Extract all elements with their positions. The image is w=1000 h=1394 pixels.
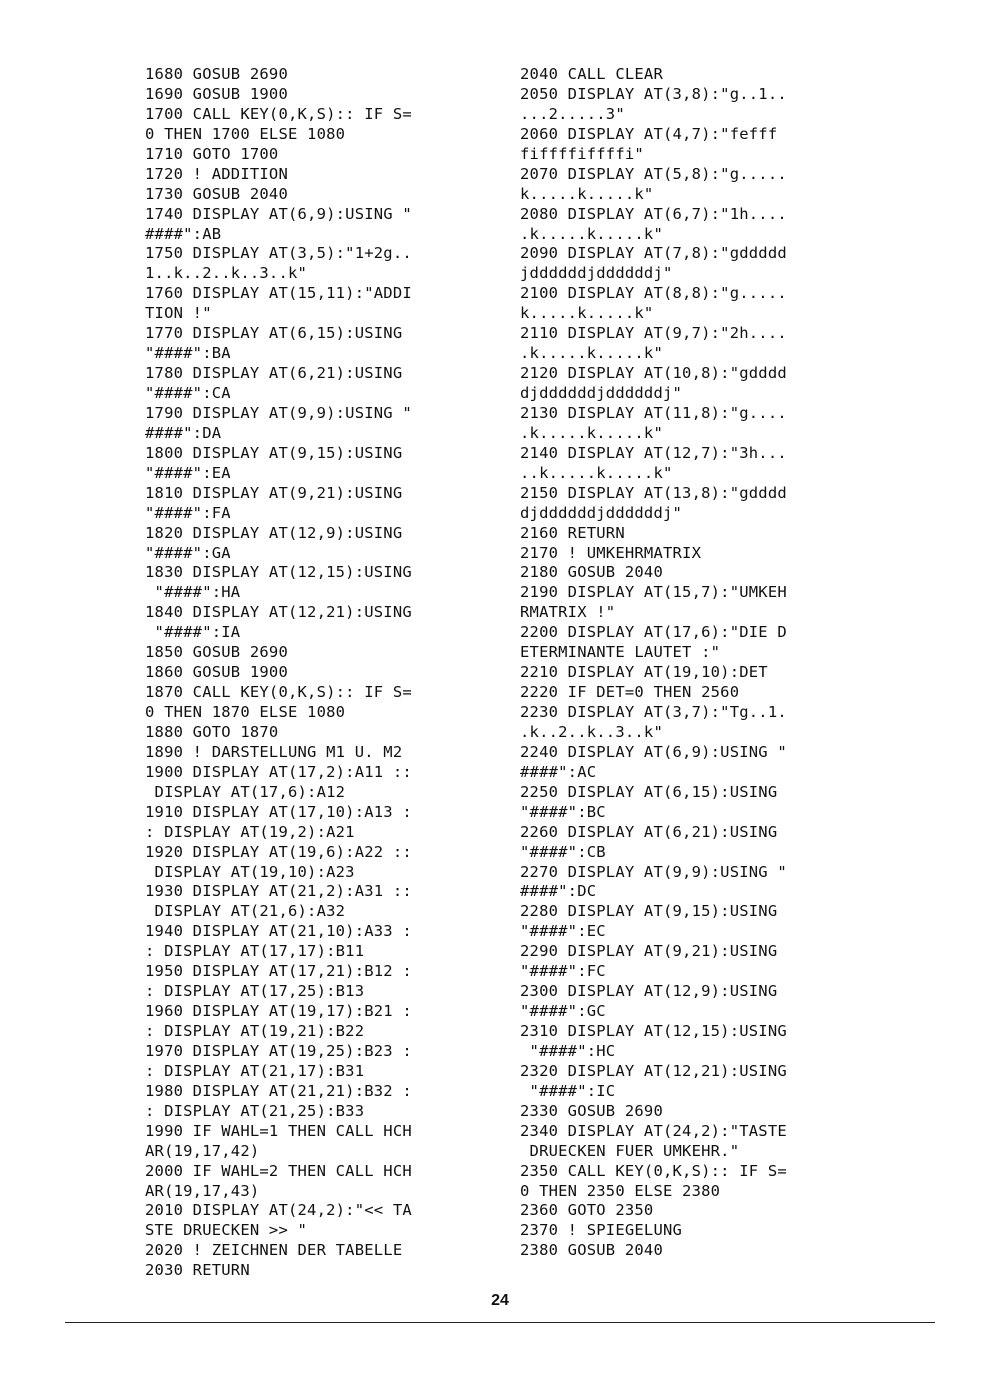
code-line: "####":HA (145, 583, 241, 602)
code-line: 2300 DISPLAY AT(12,9):USING (520, 982, 778, 1001)
code-line: "####":HC (520, 1041, 616, 1060)
code-line: 1..k..2..k..3..k" (145, 264, 308, 283)
code-line: "####":BA (145, 344, 231, 363)
code-line: 2320 DISPLAY AT(12,21):USING (520, 1061, 787, 1080)
code-line: 1810 DISPLAY AT(9,21):USING (145, 483, 403, 502)
code-line: "####":CB (520, 842, 606, 861)
code-line: 2080 DISPLAY AT(6,7):"1h.... (520, 204, 787, 223)
code-line: "####":IC (520, 1081, 616, 1100)
code-line: 2360 GOTO 2350 (520, 1201, 654, 1220)
code-line: 1950 DISPLAY AT(17,21):B12 : (145, 962, 412, 981)
code-line: 2170 ! UMKEHRMATRIX (520, 543, 702, 562)
code-line: 1740 DISPLAY AT(6,9):USING " (145, 204, 412, 223)
code-line: 2020 ! ZEICHNEN DER TABELLE (145, 1241, 403, 1260)
code-line: "####":GC (520, 1002, 606, 1021)
code-line: DISPLAY AT(19,10):A23 (145, 862, 355, 881)
code-line: ####":DA (145, 423, 222, 442)
code-line: AR(19,17,42) (145, 1141, 260, 1160)
code-line: 2110 DISPLAY AT(9,7):"2h.... (520, 324, 787, 343)
code-line: 2030 RETURN (145, 1261, 250, 1280)
code-line: djddddddjddddddj" (520, 384, 683, 402)
code-line: 2270 DISPLAY AT(9,9):USING " (520, 862, 787, 881)
code-line: 2060 DISPLAY AT(4,7):"fefff (520, 124, 778, 143)
code-line: 1870 CALL KEY(0,K,S):: IF S= (145, 683, 412, 702)
code-line: "####":FC (520, 962, 606, 981)
code-line: ####":DC (520, 882, 597, 901)
code-line: 2120 DISPLAY AT(10,8):"gdddd (520, 364, 787, 383)
code-line: TION !" (145, 304, 212, 323)
code-line: 2000 IF WAHL=2 THEN CALL HCH (145, 1161, 412, 1180)
code-line: 1750 DISPLAY AT(3,5):"1+2g.. (145, 244, 412, 263)
code-line: 2180 GOSUB 2040 (520, 563, 663, 582)
code-line: "####":EA (145, 463, 231, 482)
code-line: 2070 DISPLAY AT(5,8):"g..... (520, 164, 787, 183)
code-line: 2090 DISPLAY AT(7,8):"gddddd (520, 244, 787, 263)
code-line: ..k.....k.....k" (520, 463, 673, 482)
code-line: jddddddjddddddj" (520, 264, 673, 283)
code-line: k.....k.....k" (520, 304, 654, 323)
code-line: DISPLAY AT(17,6):A12 (145, 782, 346, 801)
code-line: : DISPLAY AT(21,25):B33 (145, 1101, 365, 1120)
code-line: 1700 CALL KEY(0,K,S):: IF S= (145, 104, 412, 123)
code-line: 1830 DISPLAY AT(12,15):USING (145, 563, 412, 582)
code-line: 2290 DISPLAY AT(9,21):USING (520, 942, 778, 961)
code-line: 0 THEN 1870 ELSE 1080 (145, 703, 346, 721)
code-line: 1920 DISPLAY AT(19,6):A22 :: (145, 842, 412, 861)
code-line: DISPLAY AT(21,6):A32 (145, 902, 346, 921)
code-line: 1960 DISPLAY AT(19,17):B21 : (145, 1002, 412, 1021)
code-line: 2100 DISPLAY AT(8,8):"g..... (520, 284, 787, 303)
code-line: 2230 DISPLAY AT(3,7):"Tg..1. (520, 703, 787, 721)
code-line: .k..2..k..3..k" (520, 722, 663, 741)
code-line: STE DRUECKEN >> " (145, 1221, 308, 1240)
code-line: 2380 GOSUB 2040 (520, 1241, 663, 1260)
code-line: 1820 DISPLAY AT(12,9):USING (145, 523, 403, 542)
code-line: 1900 DISPLAY AT(17,2):A11 :: (145, 762, 412, 781)
code-line: 2130 DISPLAY AT(11,8):"g.... (520, 403, 787, 422)
code-line: 1970 DISPLAY AT(19,25):B23 : (145, 1041, 412, 1060)
code-line: 1990 IF WAHL=1 THEN CALL HCH (145, 1121, 412, 1140)
left-code-column (145, 65, 495, 1281)
code-line: 2330 GOSUB 2690 (520, 1101, 663, 1120)
code-line: fiffffiffffi" (520, 144, 644, 163)
code-line: 2040 CALL CLEAR (520, 65, 663, 83)
code-line: 1790 DISPLAY AT(9,9):USING " (145, 403, 412, 422)
code-line: 1910 DISPLAY AT(17,10):A13 : (145, 802, 412, 821)
code-line: 2240 DISPLAY AT(6,9):USING " (520, 742, 787, 761)
code-line: 1760 DISPLAY AT(15,11):"ADDI (145, 284, 412, 303)
code-line: 2200 DISPLAY AT(17,6):"DIE D (520, 623, 787, 642)
code-line: 1850 GOSUB 2690 (145, 643, 288, 662)
code-line: 2370 ! SPIEGELUNG (520, 1221, 683, 1240)
code-line: "####":BC (520, 802, 606, 821)
code-line: 1880 GOTO 1870 (145, 722, 279, 741)
code-line: : DISPLAY AT(17,17):B11 (145, 942, 365, 961)
code-line: AR(19,17,43) (145, 1181, 260, 1200)
code-line: 2220 IF DET=0 THEN 2560 (520, 683, 740, 702)
code-line: : DISPLAY AT(19,21):B22 (145, 1022, 365, 1040)
code-line: : DISPLAY AT(17,25):B13 (145, 982, 365, 1001)
code-line: 2340 DISPLAY AT(24,2):"TASTE (520, 1121, 787, 1140)
right-code-column (520, 65, 870, 1261)
code-line: 0 THEN 2350 ELSE 2380 (520, 1181, 721, 1200)
code-line: 2050 DISPLAY AT(3,8):"g..1.. (520, 84, 787, 103)
code-line: 0 THEN 1700 ELSE 1080 (145, 124, 346, 143)
code-line: "####":GA (145, 543, 231, 562)
code-line: 2210 DISPLAY AT(19,10):DET (520, 663, 768, 682)
code-line: RMATRIX !" (520, 603, 616, 622)
code-line: ...2.....3" (520, 104, 625, 123)
code-line: 1860 GOSUB 1900 (145, 663, 288, 682)
code-line: 1930 DISPLAY AT(21,2):A31 :: (145, 882, 412, 901)
code-line: "####":IA (145, 623, 241, 642)
footer-rule (65, 1322, 935, 1323)
code-line: : DISPLAY AT(19,2):A21 (145, 822, 355, 841)
code-line: 2190 DISPLAY AT(15,7):"UMKEH (520, 583, 787, 602)
code-line: "####":EC (520, 922, 606, 941)
code-line: 1680 GOSUB 2690 (145, 65, 288, 83)
code-line: .k.....k.....k" (520, 224, 663, 243)
code-line: 2310 DISPLAY AT(12,15):USING (520, 1022, 787, 1040)
code-line: : DISPLAY AT(21,17):B31 (145, 1061, 365, 1080)
code-line: 2010 DISPLAY AT(24,2):"<< TA (145, 1201, 412, 1220)
code-line: 2350 CALL KEY(0,K,S):: IF S= (520, 1161, 787, 1180)
code-line: 1940 DISPLAY AT(21,10):A33 : (145, 922, 412, 941)
code-line: 1690 GOSUB 1900 (145, 84, 288, 103)
code-line: "####":FA (145, 503, 231, 522)
code-line: ####":AC (520, 762, 597, 781)
code-line: .k.....k.....k" (520, 423, 663, 442)
code-line: ####":AB (145, 224, 222, 243)
code-line: 1980 DISPLAY AT(21,21):B32 : (145, 1081, 412, 1100)
page-number: 24 (491, 1292, 509, 1309)
code-line: 2160 RETURN (520, 523, 625, 542)
code-line: 1890 ! DARSTELLUNG M1 U. M2 (145, 742, 403, 761)
code-line: 1780 DISPLAY AT(6,21):USING (145, 364, 403, 383)
code-line: 1770 DISPLAY AT(6,15):USING (145, 324, 403, 343)
code-line: 2260 DISPLAY AT(6,21):USING (520, 822, 778, 841)
code-line: DRUECKEN FUER UMKEHR." (520, 1141, 740, 1160)
code-line: k.....k.....k" (520, 184, 654, 203)
code-line: 2150 DISPLAY AT(13,8):"gdddd (520, 483, 787, 502)
code-line: djddddddjddddddj" (520, 503, 683, 522)
code-line: 1840 DISPLAY AT(12,21):USING (145, 603, 412, 622)
code-line: 1720 ! ADDITION (145, 164, 288, 183)
code-line: 2280 DISPLAY AT(9,15):USING (520, 902, 778, 921)
code-line: 1730 GOSUB 2040 (145, 184, 288, 203)
code-line: 1800 DISPLAY AT(9,15):USING (145, 443, 403, 462)
code-line: 2250 DISPLAY AT(6,15):USING (520, 782, 778, 801)
code-line: .k.....k.....k" (520, 344, 663, 363)
code-line: 2140 DISPLAY AT(12,7):"3h... (520, 443, 787, 462)
code-line: ETERMINANTE LAUTET :" (520, 643, 721, 662)
code-line: 1710 GOTO 1700 (145, 144, 279, 163)
code-line: "####":CA (145, 384, 231, 402)
